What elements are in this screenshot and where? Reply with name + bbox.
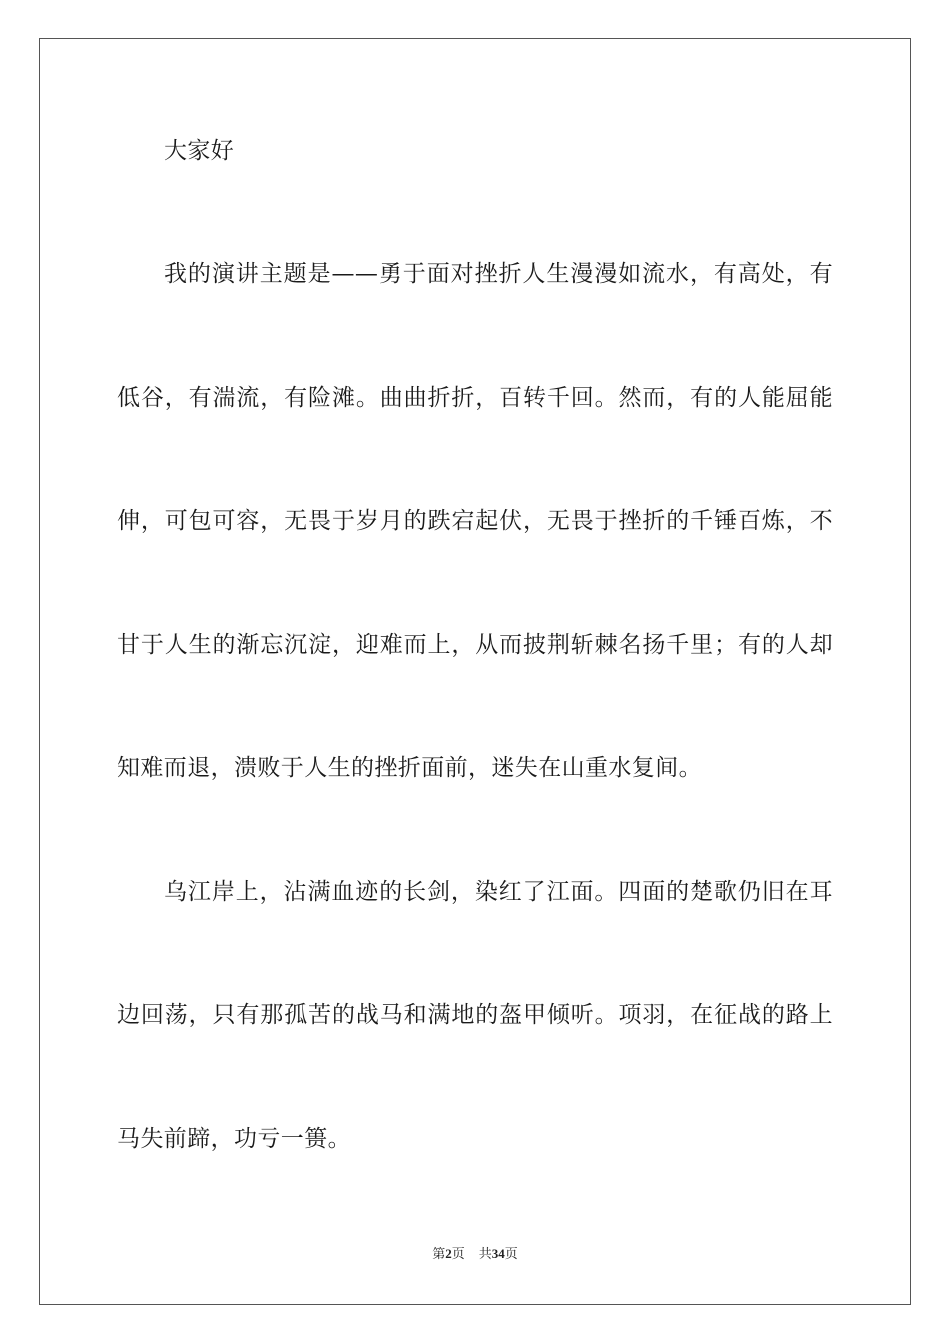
paragraph-2-line-1: 乌江岸上，沾满血迹的长剑，染红了江面。四面的楚歌仍旧在耳 [164, 879, 833, 905]
page-footer [0, 1245, 950, 1263]
footer-total-prefix: 共 [478, 1246, 492, 1261]
paragraph-1-line-4: 甘于人生的渐忘沉淀，迎难而上，从而披荆斩棘名扬千里；有的人却 [117, 632, 833, 658]
paragraph-1-line-5: 知难而退，溃败于人生的挫折面前，迷失在山重水复间。 [117, 755, 702, 781]
paragraph-1-line-3: 伸，可包可容，无畏于岁月的跌宕起伏，无畏于挫折的千锤百炼，不 [117, 508, 833, 534]
footer-total-pages: 34 [491, 1246, 505, 1261]
page-border [39, 38, 911, 1305]
greeting: 大家好 [164, 138, 235, 164]
paragraph-1-line-2: 低谷，有湍流，有险滩。曲曲折折，百转千回。然而，有的人能屈能 [117, 385, 833, 411]
paragraph-2-line-2: 边回荡，只有那孤苦的战马和满地的盔甲倾听。项羽，在征战的路上 [117, 1002, 833, 1028]
footer-total-suffix: 页 [504, 1246, 518, 1261]
paragraph-2-line-3: 马失前蹄，功亏一篑。 [117, 1126, 351, 1152]
footer-page-number: 2 [445, 1246, 452, 1261]
paragraph-1-line-1: 我的演讲主题是——勇于面对挫折人生漫漫如流水，有高处，有 [164, 261, 833, 287]
footer-page-prefix: 第 [432, 1246, 446, 1261]
footer-page-suffix: 页 [451, 1246, 465, 1261]
